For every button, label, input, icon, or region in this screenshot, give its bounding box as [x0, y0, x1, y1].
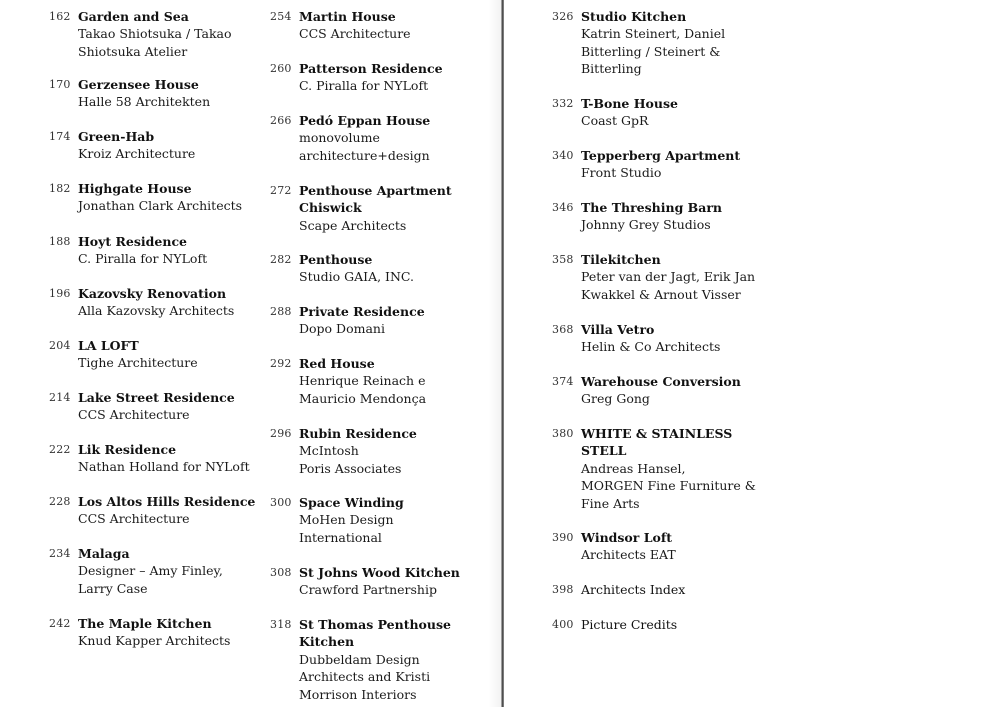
architect-credit: Poris Associates: [299, 460, 402, 476]
page-number: 398: [552, 583, 574, 596]
entry-body: [581, 425, 781, 512]
project-title: Garden and Sea: [78, 9, 189, 24]
project-title: St Thomas Penthouse: [299, 617, 451, 632]
project-title: Architects Index: [581, 582, 686, 597]
architect-credit: Mauricio Mendonça: [299, 390, 427, 406]
architect-credit: Bitterling: [581, 61, 642, 77]
page-number: 242: [49, 617, 71, 630]
page-number: 346: [552, 201, 574, 214]
entry-body: [78, 389, 278, 424]
architect-credit: CCS Architecture: [299, 26, 411, 42]
project-title: Lake Street Residence: [78, 390, 235, 405]
architect-credit: C. Piralla for NYLoft: [299, 78, 429, 94]
architect-credit: International: [299, 529, 382, 545]
page-number: 170: [49, 78, 71, 91]
architect-credit: Greg Gong: [581, 391, 650, 407]
entry-body: [581, 373, 781, 408]
architect-credit: architecture+design: [299, 147, 430, 163]
project-title: The Maple Kitchen: [78, 616, 212, 631]
architect-credit: Johnny Grey Studios: [581, 217, 711, 233]
entry-body: [78, 337, 278, 372]
entry-body: [78, 285, 278, 320]
project-title: Penthouse: [299, 252, 373, 267]
entry-body: [299, 8, 499, 43]
page-number: 196: [49, 287, 71, 300]
architect-credit: Fine Arts: [581, 495, 640, 511]
page-number: 292: [270, 357, 292, 370]
page-number: 222: [49, 443, 71, 456]
architect-credit: Takao Shiotsuka / Takao: [78, 26, 232, 42]
page-number: 188: [49, 235, 71, 248]
project-title: Space Winding: [299, 495, 404, 510]
entry-body: [299, 616, 499, 703]
architect-credit: C. Piralla for NYLoft: [78, 251, 208, 267]
project-title: Kazovsky Renovation: [78, 286, 227, 301]
page-number: 400: [552, 618, 574, 631]
page-number: 296: [270, 427, 292, 440]
project-title: Tilekitchen: [581, 252, 661, 267]
architect-credit: Helin & Co Architects: [581, 339, 721, 355]
project-title: Picture Credits: [581, 617, 678, 632]
architect-credit: Coast GpR: [581, 113, 649, 129]
project-title: T-Bone House: [581, 96, 678, 111]
project-title: Pedó Eppan House: [299, 113, 431, 128]
page-number: 390: [552, 531, 574, 544]
page-number: 162: [49, 10, 71, 23]
page-number: 340: [552, 149, 574, 162]
architect-credit: Tighe Architecture: [78, 355, 198, 371]
architect-credit: Nathan Holland for NYLoft: [78, 459, 250, 475]
entry-body: [581, 321, 781, 356]
project-title: Windsor Loft: [581, 530, 672, 545]
entry-body: [581, 199, 781, 234]
entry-body: [299, 564, 499, 599]
architect-credit: Front Studio: [581, 165, 662, 181]
page-number: 282: [270, 253, 292, 266]
project-title: Warehouse Conversion: [581, 374, 741, 389]
architect-credit: Studio GAIA, INC.: [299, 269, 415, 285]
page-number: 204: [49, 339, 71, 352]
project-title: Patterson Residence: [299, 61, 443, 76]
architect-credit: Henrique Reinach e: [299, 373, 426, 389]
architect-credit: Kroiz Architecture: [78, 146, 196, 162]
architect-credit: Dubbeldam Design: [299, 651, 420, 667]
architect-credit: Crawford Partnership: [299, 582, 437, 598]
book-gutter: [501, 0, 504, 707]
entry-body: [78, 128, 278, 163]
entry-body: [581, 95, 781, 130]
project-title: Malaga: [78, 546, 130, 561]
architect-credit: Katrin Steinert, Daniel: [581, 26, 726, 42]
entry-body: [78, 76, 278, 111]
entry-body: [299, 355, 499, 407]
architect-credit: Halle 58 Architekten: [78, 94, 211, 110]
project-title: Hoyt Residence: [78, 234, 188, 249]
architect-credit: Alla Kazovsky Architects: [78, 303, 235, 319]
project-title-cont: STELL: [581, 443, 627, 459]
project-title: Highgate House: [78, 181, 192, 196]
entry-body: [581, 251, 781, 303]
project-title: Rubin Residence: [299, 426, 417, 441]
project-title: Martin House: [299, 9, 396, 24]
page-number: 214: [49, 391, 71, 404]
entry-body: [78, 180, 278, 215]
architect-credit: Morrison Interiors: [299, 686, 417, 702]
project-title: The Threshing Barn: [581, 200, 723, 215]
page-number: 318: [270, 618, 292, 631]
architect-credit: Jonathan Clark Architects: [78, 198, 243, 214]
entry-body: [581, 8, 781, 78]
entry-body: [299, 303, 499, 338]
entry-body: [299, 425, 499, 477]
page-number: 260: [270, 62, 292, 75]
architect-credit: CCS Architecture: [78, 511, 190, 527]
architect-credit: Peter van der Jagt, Erik Jan: [581, 269, 756, 285]
page-number: 332: [552, 97, 574, 110]
page-number: 326: [552, 10, 574, 23]
entry-body: [299, 60, 499, 95]
page-number: 234: [49, 547, 71, 560]
architect-credit: Knud Kapper Architects: [78, 633, 231, 649]
page-number: 182: [49, 182, 71, 195]
architect-credit: Kwakkel & Arnout Visser: [581, 286, 741, 302]
page-shadow: [488, 0, 501, 707]
project-title: Gerzensee House: [78, 77, 199, 92]
page-number: 358: [552, 253, 574, 266]
architect-credit: Scape Architects: [299, 217, 407, 233]
project-title-cont: Kitchen: [299, 634, 355, 650]
project-title: Los Altos Hills Residence: [78, 494, 256, 509]
project-title: Studio Kitchen: [581, 9, 687, 24]
architect-credit: CCS Architecture: [78, 407, 190, 423]
page-number: 228: [49, 495, 71, 508]
project-title-cont: Chiswick: [299, 200, 362, 216]
entry-body: [78, 8, 278, 60]
entry-body: [78, 233, 278, 268]
architect-credit: Andreas Hansel,: [581, 460, 686, 476]
page-number: 288: [270, 305, 292, 318]
project-title: Private Residence: [299, 304, 425, 319]
page-number: 174: [49, 130, 71, 143]
entry-body: [299, 182, 499, 234]
architect-credit: Larry Case: [78, 580, 148, 596]
architect-credit: Bitterling / Steinert &: [581, 43, 721, 59]
entry-body: [78, 493, 278, 528]
entry-body: [299, 112, 499, 164]
page-number: 254: [270, 10, 292, 23]
architect-credit: Architects EAT: [581, 547, 676, 563]
entry-body: [581, 529, 781, 564]
entry-body: [78, 545, 278, 597]
entry-body: [78, 615, 278, 650]
project-title: LA LOFT: [78, 338, 139, 353]
page-number: 380: [552, 427, 574, 440]
entry-body: [299, 251, 499, 286]
entry-body: [299, 494, 499, 546]
architect-credit: Dopo Domani: [299, 321, 385, 337]
architect-credit: Shiotsuka Atelier: [78, 43, 188, 59]
page-number: 308: [270, 566, 292, 579]
entry-body: [581, 581, 781, 598]
project-title: Penthouse Apartment: [299, 183, 452, 198]
architect-credit: Designer – Amy Finley,: [78, 563, 223, 579]
page-number: 272: [270, 184, 292, 197]
project-title: Tepperberg Apartment: [581, 148, 741, 163]
page-number: 266: [270, 114, 292, 127]
entry-body: [581, 616, 781, 633]
architect-credit: monovolume: [299, 130, 380, 146]
architect-credit: McIntosh: [299, 443, 359, 459]
project-title: Lik Residence: [78, 442, 177, 457]
architect-credit: MoHen Design: [299, 512, 394, 528]
page-number: 300: [270, 496, 292, 509]
entry-body: [78, 441, 278, 476]
project-title: Red House: [299, 356, 375, 371]
page-number: 368: [552, 323, 574, 336]
project-title: Green-Hab: [78, 129, 155, 144]
project-title: Villa Vetro: [581, 322, 655, 337]
project-title: St Johns Wood Kitchen: [299, 565, 460, 580]
entry-body: [581, 147, 781, 182]
page-number: 374: [552, 375, 574, 388]
architect-credit: Architects and Kristi: [299, 669, 431, 685]
project-title: WHITE & STAINLESS: [581, 426, 733, 441]
architect-credit: MORGEN Fine Furniture &: [581, 478, 756, 494]
